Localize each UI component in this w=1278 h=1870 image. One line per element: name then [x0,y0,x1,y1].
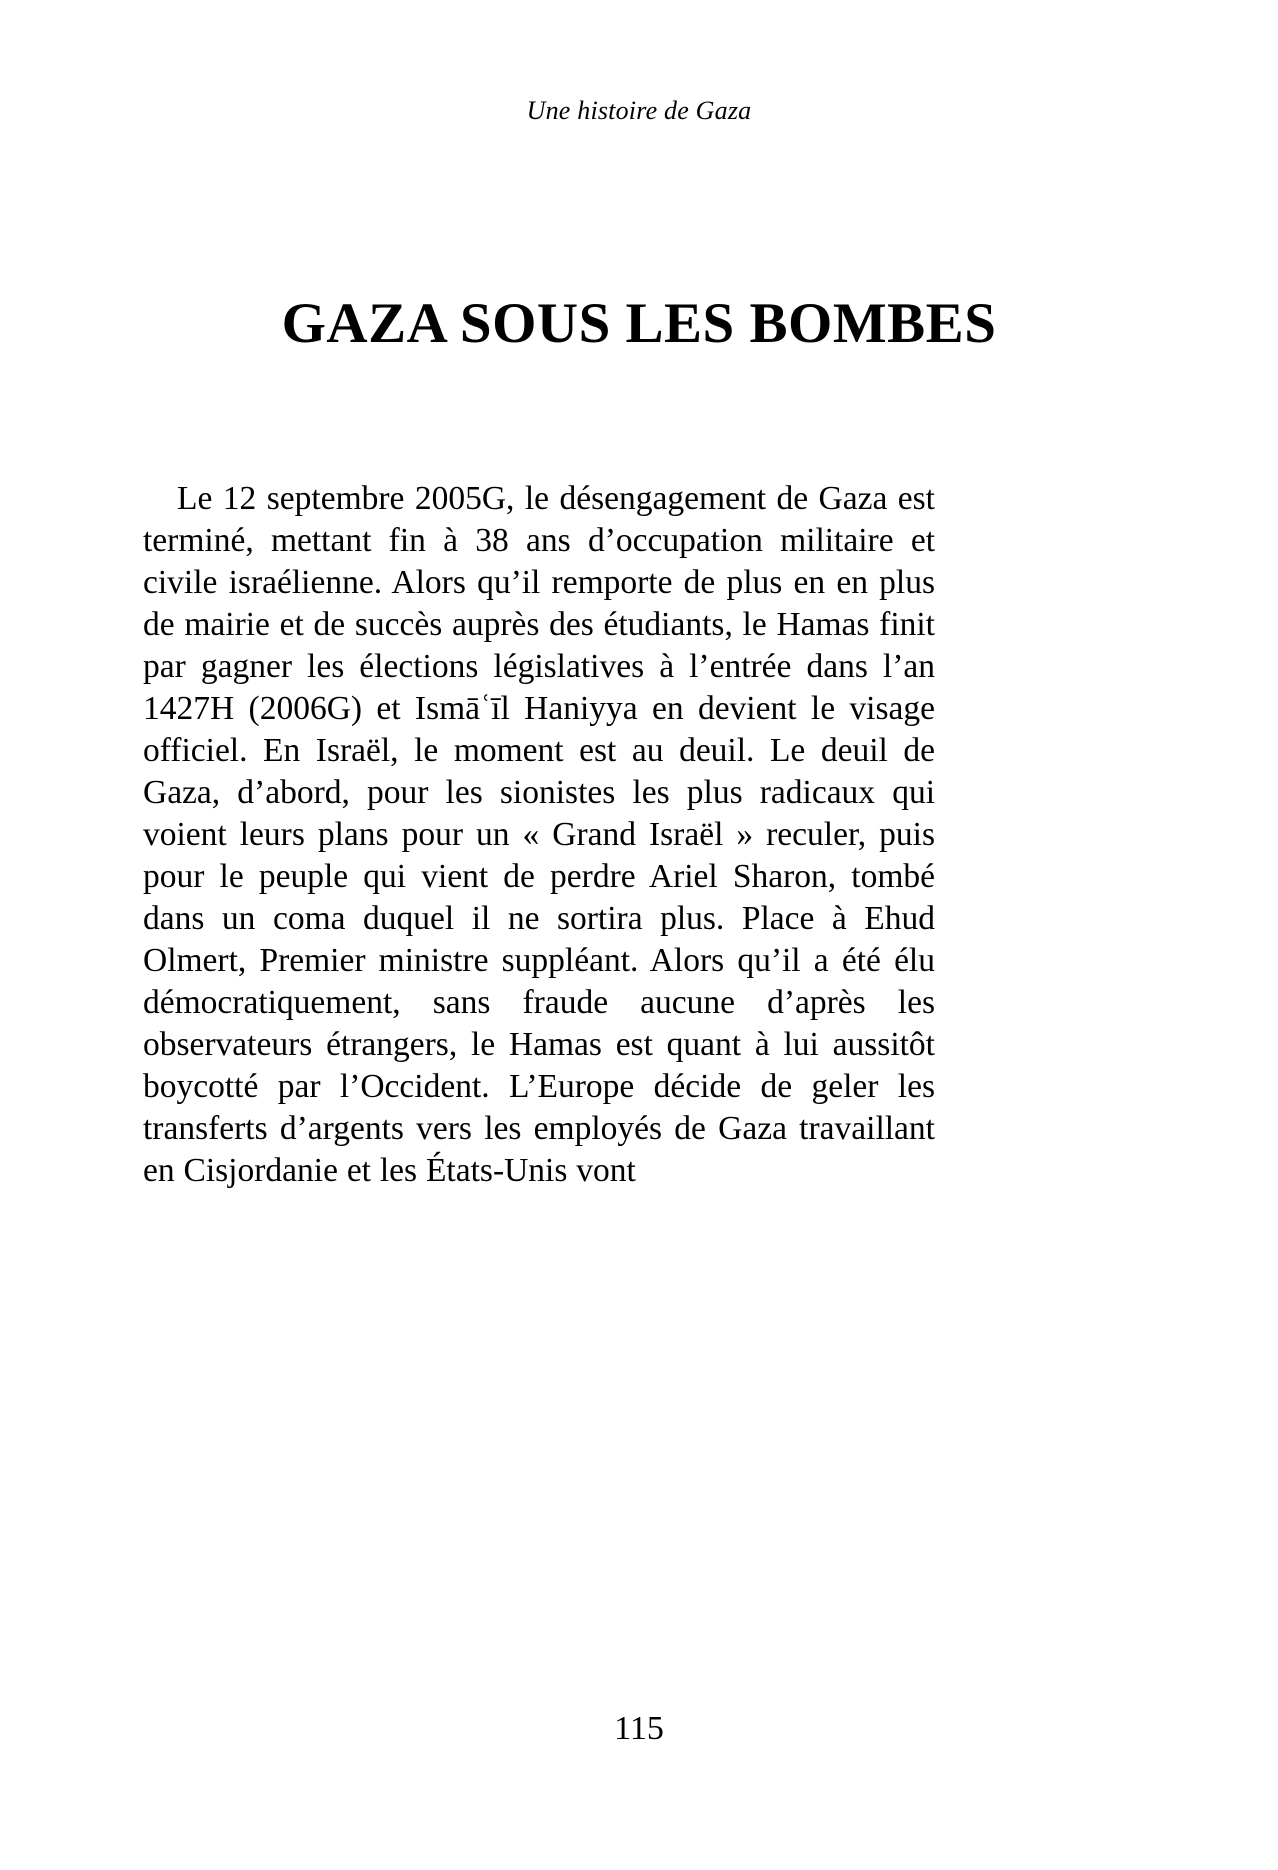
body-text-block [143,478,935,1192]
page-number: 115 [614,1710,664,1747]
body-paragraph: Le 12 septembre 2005G, le désengagement de Gaza est terminé, mettant fin à 38 ans d’occupation militaire et civile israélienne. Alors qu’il remporte de plus en en plus de mairie et de succès auprès des étudiants, le Hamas finit par gagner les élections législatives à l’entrée dans l’an 1427H (2006G) et Ismāʿīl Haniyya en devient le visage officiel. En Israël, le moment est au deuil. Le deuil de Gaza, d’abord, pour les sionistes les plus radicaux qui voient leurs plans pour un « Grand Israël » reculer, puis pour le peuple qui vient de perdre Ariel Sharon, tombé dans un coma duquel il ne sortira plus. Place à Ehud Olmert, Premier ministre suppléant. Alors qu’il a été élu démocratiquement, sans fraude aucune d’après les observateurs étrangers, le Hamas est quant à lui aussitôt boycotté par l’Occident. L’Europe décide de geler les transferts d’argents vers les employés de Gaza travaillant en Cisjordanie et les États-Unis vont [143,480,935,1189]
running-head: Une histoire de Gaza [526,96,752,125]
page-title: GAZA SOUS LES BOMBES [281,292,997,356]
